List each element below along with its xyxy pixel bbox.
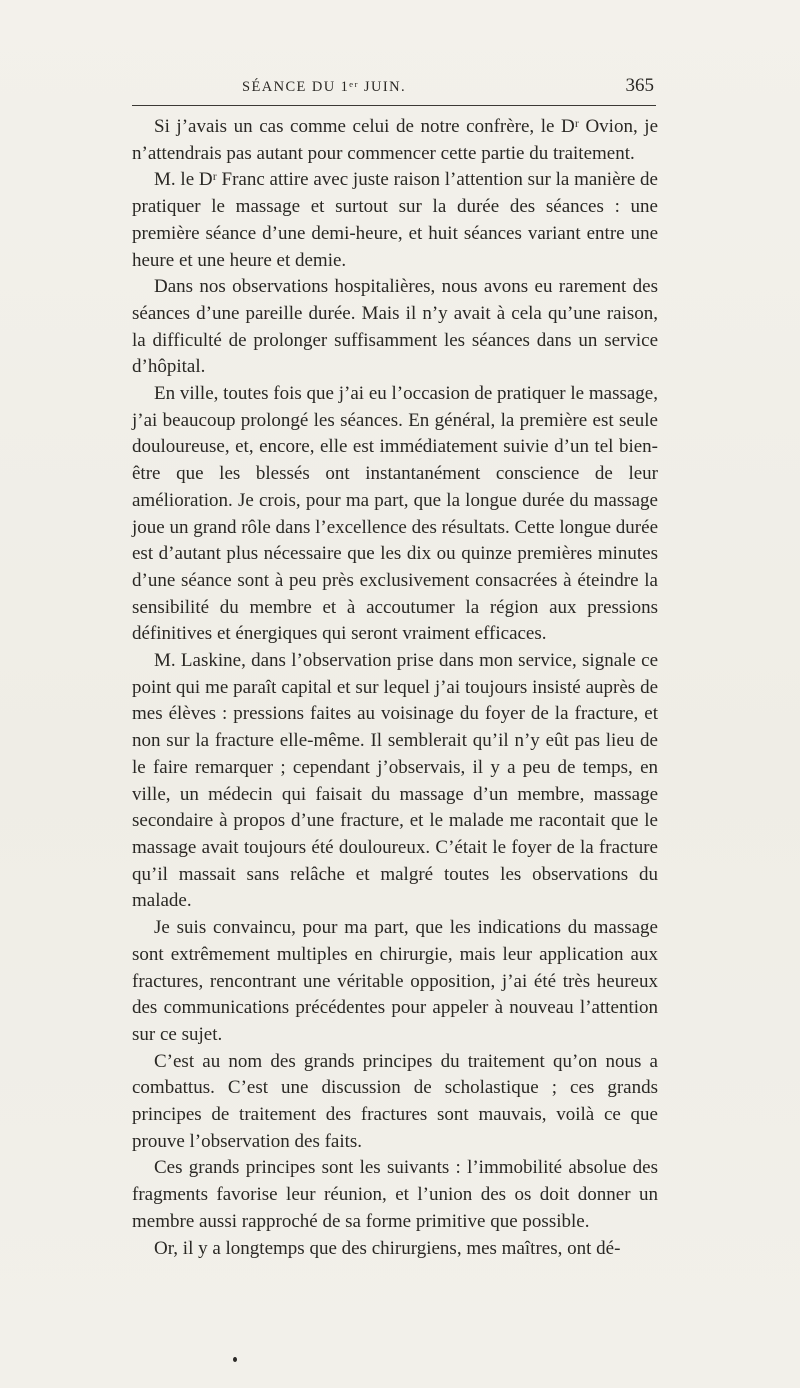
- body-text: [132, 114, 658, 1262]
- paragraph: En ville, toutes fois que j’ai eu l’occasion de pratiquer le massage, j’ai beaucoup prolongé les séances. En général, la première est seule douloureuse, et, encore, elle est immédiatement suivie d’un tel bien-être que les blessés ont instantanément conscience de leur amélioration. Je crois, pour ma part, que la longue durée du massage joue un grand rôle dans l’excellence des résultats. Cette longue durée est d’autant plus nécessaire que les dix ou quinze premières minutes d’une séance sont à peu près exclusivement consacrées à éteindre la sensibilité du membre et à accoutumer la région aux pressions définitives et énergiques qui seront vraiment efficaces.: [132, 383, 658, 645]
- header-rule: [132, 105, 656, 106]
- paragraph: Ces grands principes sont les suivants : l’immobilité absolue des fragments favorise leur réunion, et l’union des os doit donner un membre aussi rapproché de sa forme primitive que possible.: [132, 1157, 658, 1232]
- paragraph: Si j’avais un cas comme celui de notre confrère, le Dʳ Ovion, je n’attendrais pas autant pour commencer cette partie du traitement.: [132, 116, 658, 164]
- paragraph: Je suis convaincu, pour ma part, que les indications du massage sont extrêmement multiples en chirurgie, mais leur application aux fractures, rencontrant une véritable opposition, j’ai été très heureux des communications précédentes pour appeler à nouveau l’attention sur ce sujet.: [132, 917, 658, 1045]
- paragraph: M. Laskine, dans l’observation prise dans mon service, signale ce point qui me paraît capital et sur lequel j’ai toujours insisté auprès de mes élèves : pressions faites au voisinage du foyer de la fracture, et non sur la fracture elle-même. Il semblerait qu’il n’y eût pas lieu de le faire remarquer ; cependant j’observais, il y a peu de temps, en ville, un médecin qui faisait du massage d’un membre, massage secondaire à propos d’une fracture, et le malade me racontait que le massage avait toujours été douloureux. C’était le foyer de la fracture qu’il massait sans relâche et malgré toutes les observations du malade.: [132, 650, 658, 912]
- ink-speck: [233, 1357, 237, 1362]
- paragraph: Or, il y a longtemps que des chirurgiens, mes maîtres, ont dé-: [154, 1237, 621, 1259]
- paragraph: M. le Dʳ Franc attire avec juste raison l’attention sur la manière de pratiquer le massage et surtout sur la durée des séances : une première séance d’une demi-heure, et huit séances variant entre une heure et une heure et demie.: [132, 169, 658, 271]
- paragraph: C’est au nom des grands principes du traitement qu’on nous a combattus. C’est une discussion de scholastique ; ces grands principes de traitement des fractures sont mauvais, voilà ce que prouve l’observation des faits.: [132, 1050, 658, 1152]
- paragraph: Dans nos observations hospitalières, nous avons eu rarement des séances d’une pareille durée. Mais il n’y avait à cela qu’une raison, la difficulté de prolonger suffisamment les séances dans un service d’hôpital.: [132, 276, 658, 378]
- page-number: 365: [625, 75, 654, 96]
- running-head: [132, 74, 656, 104]
- running-title: SÉANCE DU 1ᵉʳ JUIN.: [242, 79, 406, 95]
